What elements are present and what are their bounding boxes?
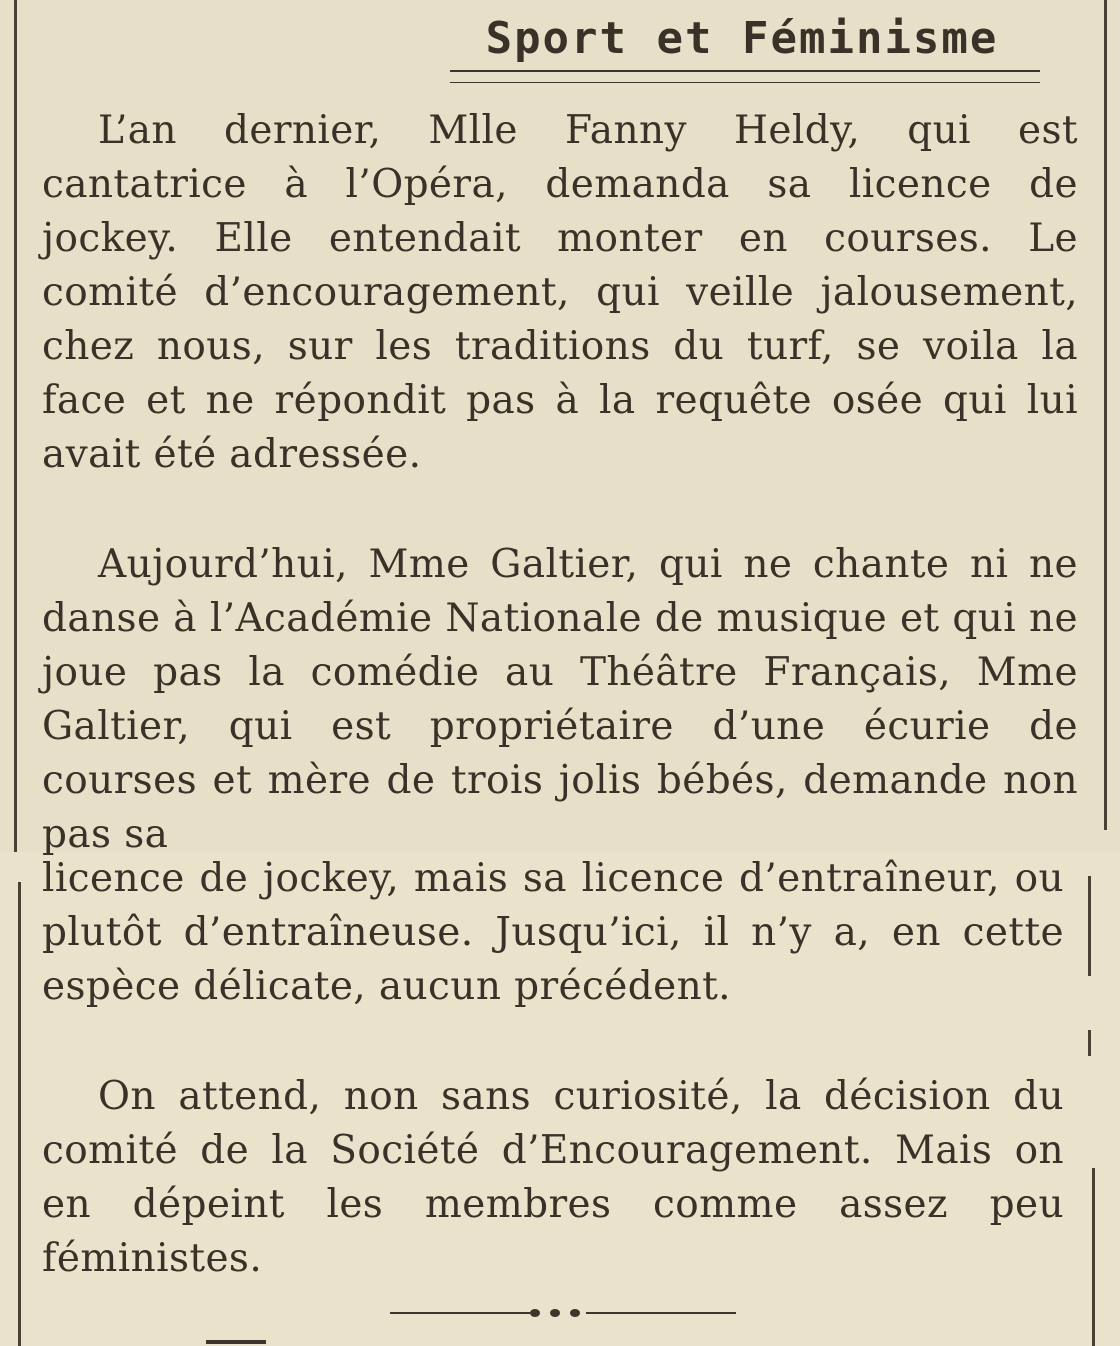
title-underline-2 — [450, 82, 1040, 83]
column-rule-left-top — [14, 0, 17, 852]
section-divider — [390, 1308, 736, 1318]
column-rule-left-bottom — [18, 882, 21, 1346]
column-rule-right-top — [1104, 0, 1107, 830]
paragraph-1: L’an dernier, Mlle Fanny Heldy, qui est cantatrice à l’Opéra, demanda sa licence de jockey. Elle entendait monter en courses. Le comité d’encouragement, qui veille jalousement, chez nous, sur les traditions du turf, se voila la face et ne répondit pas à la requête osée qui lui avait été adressée. — [42, 108, 1078, 477]
title-underline — [450, 70, 1040, 72]
column-rule-right-bottom — [1088, 876, 1091, 976]
article-top-column — [42, 0, 1078, 857]
column-rule-right-bottom-3 — [1092, 1168, 1095, 1346]
paragraph-2-end: licence de jockey, mais sa licence d’entraîneur, ou plutôt d’entraîneuse. Jusqu’ici, il n’y a, en cette espèce délicate, aucun précédent. — [42, 856, 1064, 1009]
column-rule-right-bottom-2 — [1088, 1030, 1091, 1056]
cut-off-next-line — [206, 1340, 266, 1344]
paragraph-2-start: Aujourd’hui, Mme Galtier, qui ne chante ni ne danse à l’Académie Nationale de musique et qui ne joue pas la comédie au Théâtre Français, Mme Galtier, qui est propriétaire d’une écurie de courses et mère de trois jolis bébés, demande non pas sa — [42, 542, 1078, 857]
paragraph-3: On attend, non sans curiosité, la décision du comité de la Société d’Encouragement. Mais on en dépeint les membres comme assez peu féministes. — [42, 1074, 1064, 1281]
article-title: Sport et Féminisme — [485, 13, 999, 64]
